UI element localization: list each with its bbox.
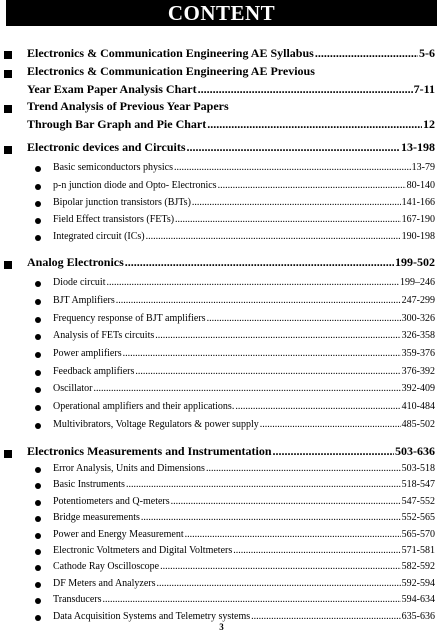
list-item[interactable]: Power amplifiers ..... 359-376 (53, 348, 435, 359)
dot-bullet-icon (35, 218, 41, 224)
dot-bullet-icon (35, 582, 41, 588)
dot-bullet-icon (35, 370, 41, 376)
list-item[interactable]: Bridge measurements ..... 552-565 (53, 512, 435, 523)
dot-bullet-icon (35, 201, 41, 207)
list-item[interactable]: BJT Amplifiers ..... 247-299 (53, 295, 435, 306)
dot-bullet-icon (35, 405, 41, 411)
list-item[interactable]: Operational amplifiers and their applications. ..... 410-484 (53, 401, 435, 412)
list-item[interactable]: p-n junction diode and Opto- Electronics ..... 80-140 (53, 180, 435, 191)
dot-bullet-icon (35, 565, 41, 571)
page-title: CONTENT (6, 0, 437, 26)
square-bullet-icon (4, 261, 12, 269)
list-item[interactable]: DF Meters and Analyzers ..... 592-594 (53, 578, 435, 589)
list-item[interactable]: Integrated circuit (ICs) ..... 190-198 (53, 231, 435, 242)
list-item[interactable]: Electronic Voltmeters and Digital Voltmeters ..... 571-581 (53, 545, 435, 556)
list-item[interactable]: Basic Instruments ..... 518-547 (53, 479, 435, 490)
list-item[interactable]: Data Acquisition Systems and Telemetry systems ..... 635-636 (53, 611, 435, 622)
dot-bullet-icon (35, 387, 41, 393)
list-item[interactable]: Error Analysis, Units and Dimensions ..... 503-518 (53, 463, 435, 474)
dot-bullet-icon (35, 299, 41, 305)
dot-bullet-icon (35, 235, 41, 241)
list-item[interactable]: Analysis of FETs circuits ..... 326-358 (53, 330, 435, 341)
dot-bullet-icon (35, 483, 41, 489)
list-item[interactable]: Potentiometers and Q-meters ..... 547-552 (53, 496, 435, 507)
list-item[interactable]: Frequency response of BJT amplifiers ..... 300-326 (53, 313, 435, 324)
square-bullet-icon (4, 146, 12, 154)
dot-bullet-icon (35, 281, 41, 287)
square-bullet-icon (4, 105, 12, 113)
dot-bullet-icon (35, 334, 41, 340)
list-item[interactable]: Transducers ..... 594-634 (53, 594, 435, 605)
page-number: 3 (219, 622, 224, 632)
dot-bullet-icon (35, 500, 41, 506)
list-item[interactable]: Basic semiconductors physics ..... 13-79 (53, 162, 435, 173)
dot-bullet-icon (35, 184, 41, 190)
list-item[interactable]: Oscillator ..... 392-409 (53, 383, 435, 394)
section-analog-electronics[interactable]: Analog Electronics ..... 199-502 (27, 255, 435, 270)
dot-bullet-icon (35, 352, 41, 358)
list-item[interactable]: Bipolar junction transistors (BJTs) ..... 141-166 (53, 197, 435, 208)
list-item[interactable]: Feedback amplifiers ..... 376-392 (53, 366, 435, 377)
toc-entry-analysis-chart[interactable]: Year Exam Paper Analysis Chart ..... 7-11 (27, 82, 435, 97)
dot-bullet-icon (35, 615, 41, 621)
dot-bullet-icon (35, 533, 41, 539)
list-item[interactable]: Multivibrators, Voltage Regulators & power supply ..... 485-502 (53, 419, 435, 430)
square-bullet-icon (4, 450, 12, 458)
toc-entry-trend-analysis[interactable]: Through Bar Graph and Pie Chart ..... 12 (27, 117, 435, 132)
dot-bullet-icon (35, 166, 41, 172)
section-measurements-instrumentation[interactable]: Electronics Measurements and Instrumentation ..... 503-636 (27, 444, 435, 459)
list-item[interactable]: Diode circuit ..... 199–246 (53, 277, 435, 288)
list-item[interactable]: Cathode Ray Oscilloscope ..... 582-592 (53, 561, 435, 572)
list-item[interactable]: Power and Energy Measurement ..... 565-570 (53, 529, 435, 540)
toc-entry-analysis-line1: Electronics & Communication Engineering AE Previous (27, 64, 315, 78)
square-bullet-icon (4, 70, 12, 78)
dot-bullet-icon (35, 516, 41, 522)
square-bullet-icon (4, 51, 12, 59)
list-item[interactable]: Field Effect transistors (FETs) ..... 167-190 (53, 214, 435, 225)
dot-bullet-icon (35, 317, 41, 323)
dot-bullet-icon (35, 598, 41, 604)
section-electronic-devices[interactable]: Electronic devices and Circuits ..... 13-198 (27, 140, 435, 155)
dot-bullet-icon (35, 467, 41, 473)
dot-bullet-icon (35, 549, 41, 555)
toc-entry-trend-line1: Trend Analysis of Previous Year Papers (27, 99, 229, 113)
dot-bullet-icon (35, 423, 41, 429)
toc-entry-syllabus[interactable]: Electronics & Communication Engineering AE Syllabus ..... 5-6 (27, 46, 435, 61)
